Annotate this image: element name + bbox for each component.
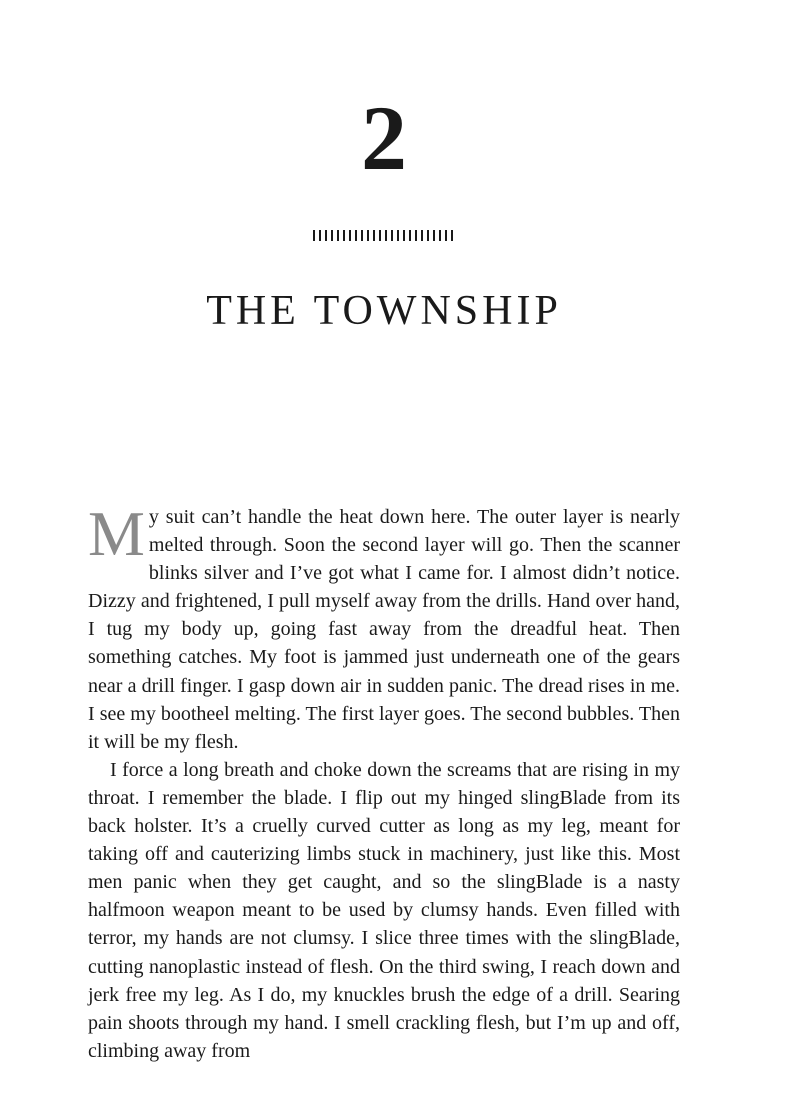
chapter-ornament-divider (313, 230, 456, 241)
chapter-title: THE TOWNSHIP (206, 288, 562, 334)
paragraph-1 (88, 498, 680, 756)
chapter-body (88, 498, 680, 1065)
drop-cap: M (88, 498, 145, 569)
chapter-number: 2 (361, 87, 407, 189)
paragraph-1-text: y suit can’t handle the heat down here. The outer layer is nearly melted through. Soon the second layer will go. Then the scanner blinks silver and I’ve got what I came for. I almost didn’t notice. Dizzy and frightened, I pull myself away from the drills. Hand over hand, I tug my body up, going fast away from the dreadful heat. Then something catches. My foot is jammed just underneath one of the gears near a drill finger. I gasp down air in sudden panic. The dread rises in me. I see my bootheel melting. The first layer goes. The second bubbles. Then it will be my flesh. (88, 506, 680, 753)
paragraph-2: I force a long breath and choke down the screams that are rising in my throat. I remember the blade. I flip out my hinged slingBlade from its back holster. It’s a cruelly curved cutter as long as my leg, meant for taking off and cauterizing limbs stuck in machinery, just like this. Most men panic when they get caught, and so the slingBlade is a nasty halfmoon weapon meant to be used by clumsy hands. Even filled with terror, my hands are not clumsy. I slice three times with the slingBlade, cutting nanoplastic instead of flesh. On the third swing, I reach down and jerk free my leg. As I do, my knuckles brush the edge of a drill. Searing pain shoots through my hand. I smell crackling flesh, but I’m up and off, climbing away from (88, 758, 680, 1062)
